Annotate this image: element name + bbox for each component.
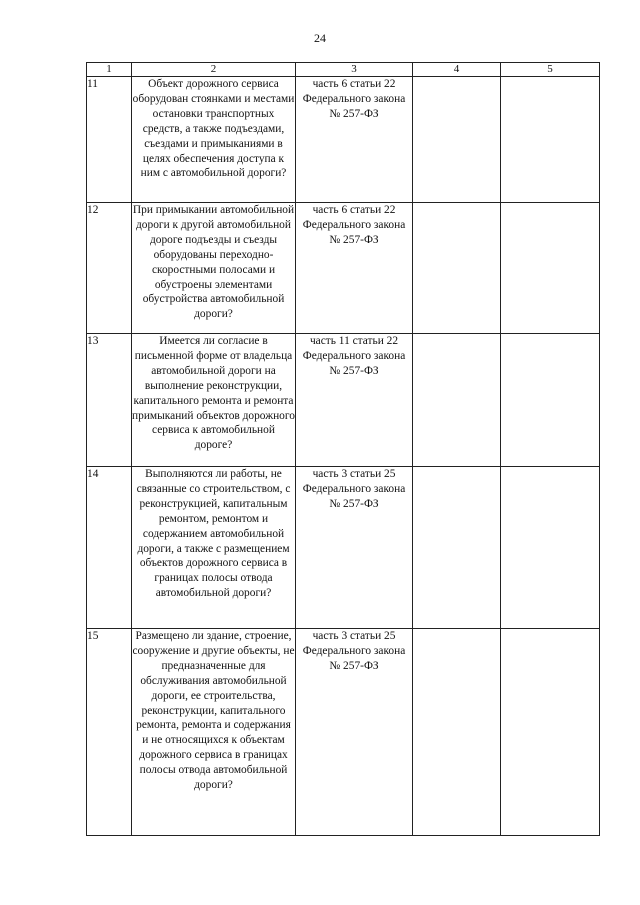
column-header-5: 5 <box>501 63 600 77</box>
table-row <box>87 467 600 629</box>
legal-reference-cell: часть 3 статьи 25 Федерального закона № 257-ФЗ <box>296 467 413 629</box>
page-number: 24 <box>314 31 326 45</box>
column-5-cell <box>501 629 600 836</box>
row-number: 11 <box>87 77 132 203</box>
legal-reference-cell: часть 11 статьи 22 Федерального закона № 257-ФЗ <box>296 334 413 467</box>
table-row <box>87 203 600 334</box>
column-header-3: 3 <box>296 63 413 77</box>
legal-reference-cell: часть 3 статьи 25 Федерального закона № 257-ФЗ <box>296 629 413 836</box>
column-5-cell <box>501 334 600 467</box>
column-4-cell <box>413 467 501 629</box>
column-header-1: 1 <box>87 63 132 77</box>
column-5-cell <box>501 77 600 203</box>
column-4-cell <box>413 203 501 334</box>
row-number: 15 <box>87 629 132 836</box>
column-header-2: 2 <box>132 63 296 77</box>
legal-reference-cell: часть 6 статьи 22 Федерального закона № 257-ФЗ <box>296 77 413 203</box>
legal-reference-cell: часть 6 статьи 22 Федерального закона № 257-ФЗ <box>296 203 413 334</box>
table-row <box>87 629 600 836</box>
table-row <box>87 334 600 467</box>
column-header-4: 4 <box>413 63 501 77</box>
column-4-cell <box>413 629 501 836</box>
question-cell: Выполняются ли работы, не связанные со строительством, с реконструкцией, капитальным ремонтом, ремонтом и содержанием автомобильной дороги, а также с размещением объектов дорожного сервиса в границах полосы отвода автомобильной дороги? <box>132 467 296 629</box>
question-cell: Размещено ли здание, строение, сооружение и другие объекты, не предназначенные для обслуживания автомобильной дороги, ее строительства, реконструкции, капитального ремонта, ремонта и содержания и не относящихся к объектам дорожного сервиса в границах полосы отвода автомобильной дороги? <box>132 629 296 836</box>
row-number: 13 <box>87 334 132 467</box>
header-row <box>87 63 600 77</box>
column-5-cell <box>501 203 600 334</box>
checklist-table <box>86 62 600 836</box>
row-number: 14 <box>87 467 132 629</box>
column-4-cell <box>413 77 501 203</box>
column-4-cell <box>413 334 501 467</box>
table-row <box>87 77 600 203</box>
question-cell: При примыкании автомобильной дороги к другой автомобильной дороге подъезды и съезды оборудованы переходно-скоростными полосами и обустроены элементами обустройства автомобильной дороги? <box>132 203 296 334</box>
question-cell: Имеется ли согласие в письменной форме от владельца автомобильной дороги на выполнение реконструкции, капитального ремонта и ремонта примыканий объектов дорожного сервиса к автомобильной дороге? <box>132 334 296 467</box>
question-cell: Объект дорожного сервиса оборудован стоянками и местами остановки транспортных средств, а также подъездами, съездами и примыканиями в целях обеспечения доступа к ним с автомобильной дороги? <box>132 77 296 203</box>
row-number: 12 <box>87 203 132 334</box>
column-5-cell <box>501 467 600 629</box>
